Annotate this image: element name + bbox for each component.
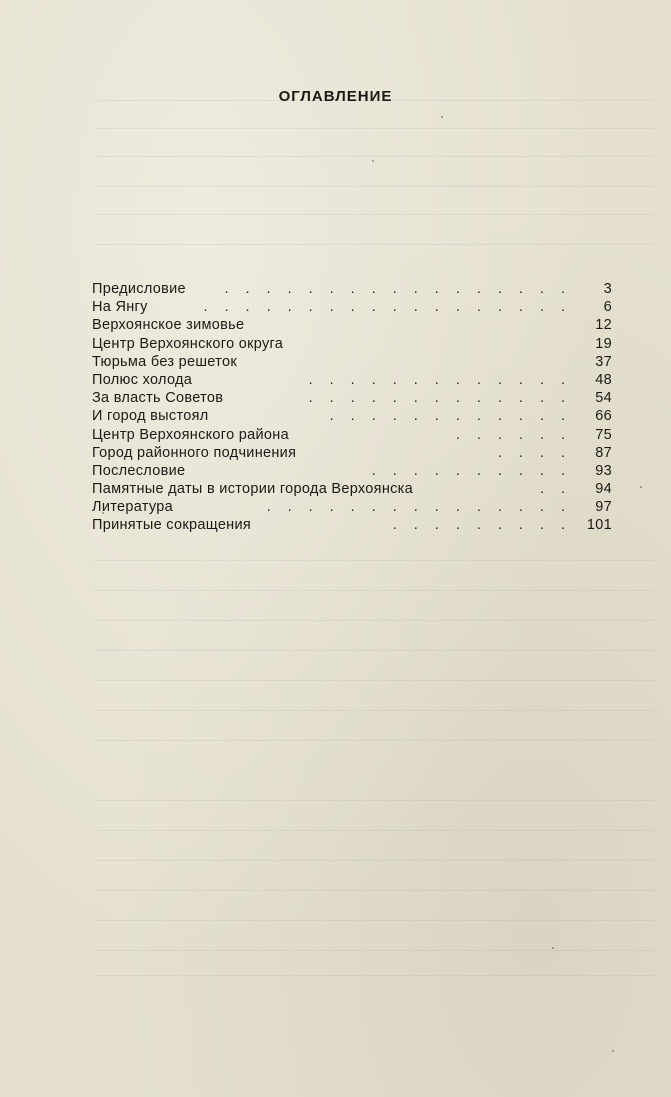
toc-entry-title: Полюс холода [92, 371, 193, 388]
toc-entry-page: 19 [595, 335, 612, 352]
toc-entry-page: 93 [595, 462, 612, 479]
toc-entry: За власть Советов ............. 54 [92, 390, 612, 407]
toc-entry-title: На Янгу [92, 299, 148, 316]
toc-entry: Центр Верхоянского района ...... 75 [92, 426, 612, 443]
toc-entry: Послесловие .......... 93 [92, 462, 612, 479]
toc-entry-page: 97 [595, 499, 612, 516]
toc-entry-page: 75 [595, 426, 612, 443]
table-of-contents [92, 280, 612, 535]
toc-entry: Полюс холода ............. 48 [92, 371, 612, 388]
toc-entry-page: 12 [595, 317, 612, 334]
toc-entry: Город районного подчинения .... 87 [92, 444, 612, 461]
toc-entry-title: И город выстоял [92, 408, 209, 425]
toc-entry: Предисловие ................. 3 [92, 281, 612, 297]
toc-entry-title: Предисловие [92, 281, 186, 297]
toc-entry-page: 66 [595, 408, 612, 425]
toc-entry: Принятые сокращения ......... 101 [92, 517, 612, 534]
toc-entry-page: 54 [595, 390, 612, 407]
toc-entry-title: Центр Верхоянского района [92, 426, 289, 443]
toc-entry-page: 48 [595, 371, 612, 388]
toc-entry-title: Литература [92, 499, 173, 516]
toc-entry-title: Памятные даты в истории города Верхоянска [92, 481, 414, 498]
toc-entry-page: 87 [595, 444, 612, 461]
toc-entry-title: За власть Советов [92, 390, 224, 407]
toc-entry-title: Город районного подчинения [92, 444, 297, 461]
toc-entry-page: 94 [595, 481, 612, 498]
toc-entry: И город выстоял ............ 66 [92, 408, 612, 425]
page-title: ОГЛАВЛЕНИЕ [278, 88, 393, 106]
toc-entry-page: 37 [595, 353, 612, 370]
toc-entry-title: Тюрьма без решеток [92, 353, 237, 370]
toc-entry-title: Послесловие [92, 462, 186, 479]
toc-entry-title: Центр Верхоянского округа [92, 335, 284, 352]
toc-entry: Литература ............... 97 [92, 499, 612, 516]
toc-entry: На Янгу .................. 6 [92, 299, 612, 316]
toc-entry: Памятные даты в истории города Верхоянска .. 94 [92, 481, 612, 498]
toc-entry-title: Верхоянское зимовье [92, 317, 245, 334]
toc-entry [92, 335, 612, 353]
toc-entry [92, 353, 612, 371]
toc-entry-page: 6 [603, 299, 612, 316]
toc-entry-title: Принятые сокращения [92, 517, 252, 534]
toc-entry-page: 3 [603, 281, 612, 297]
toc-entry [92, 316, 612, 334]
toc-entry-page: 101 [586, 517, 612, 534]
